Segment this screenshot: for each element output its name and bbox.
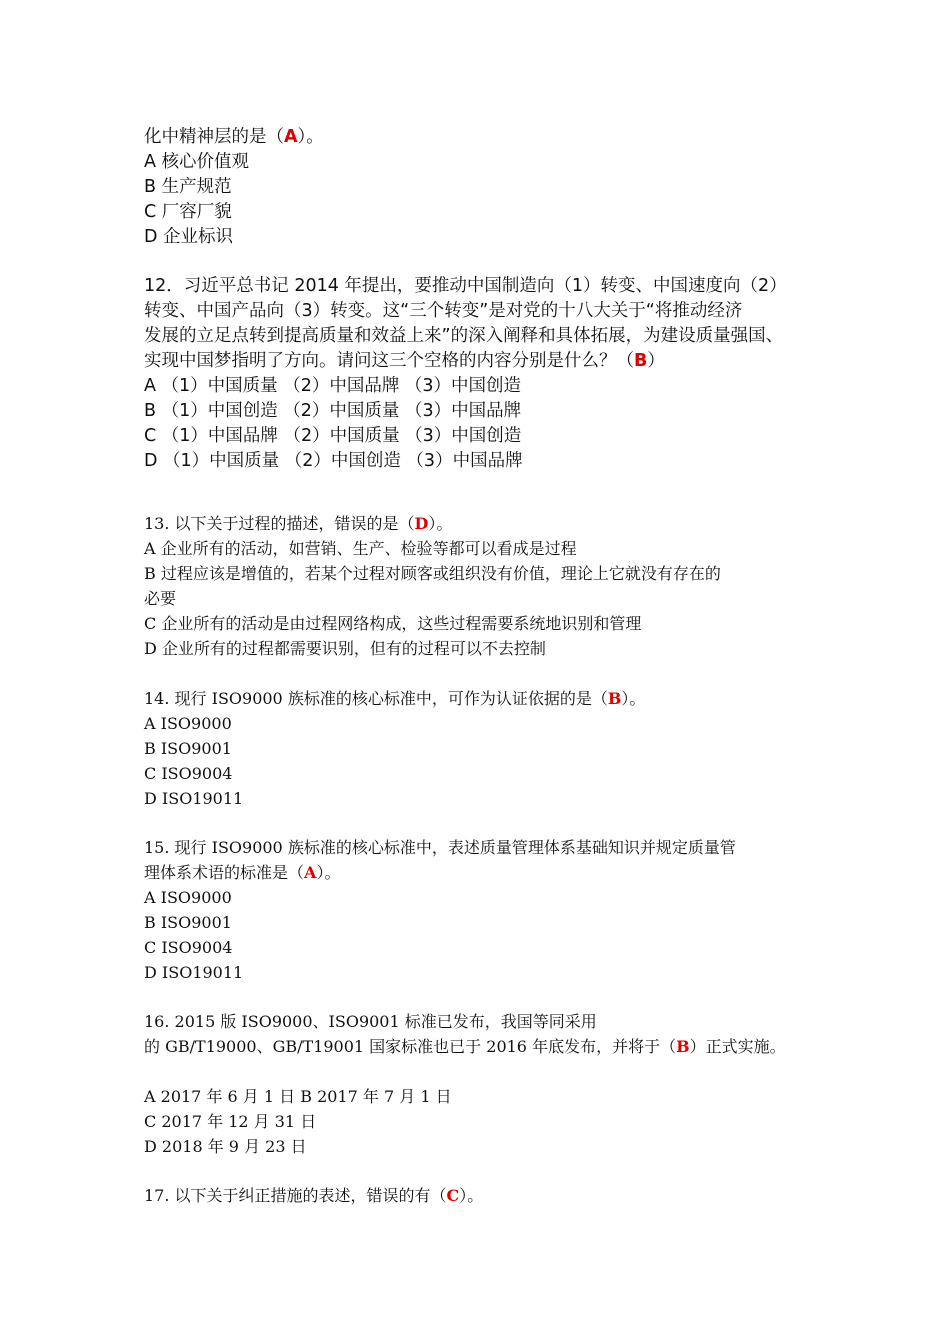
q15-stem-line-1: 15. 现行 ISO9000 族标准的核心标准中，表述质量管理体系基础知识并规定质量管 — [144, 838, 736, 857]
q16-option-d: D 2018 年 9 月 23 日 — [144, 1137, 307, 1156]
q14-stem: 14. 现行 ISO9000 族标准的核心标准中，可作为认证依据的是（B）。 — [144, 689, 646, 708]
q16-option-c: C 2017 年 12 月 31 日 — [144, 1112, 317, 1131]
q11-option-d: D 企业标识 — [144, 227, 234, 247]
q15-answer: A — [304, 863, 317, 882]
q12-stem-line-4: 实现中国梦指明了方向。请问这三个空格的内容分别是什么？（B） — [144, 351, 665, 371]
q11-option-c: C 厂容厂貌 — [144, 202, 232, 222]
q12-option-a: A （1）中国质量 （2）中国品牌 （3）中国创造 — [144, 376, 522, 396]
q12-stem-line-2: 转变、中国产品向（3）转变。这“三个转变”是对党的十八大关于“将推动经济 — [144, 301, 743, 321]
q12-option-c: C （1）中国品牌 （2）中国质量 （3）中国创造 — [144, 426, 522, 446]
q16-stem-line-2: 的 GB/T19000、GB/T19001 国家标准也已于 2016 年底发布，并将于（B）正式实施。 — [144, 1037, 786, 1056]
q13-answer: D — [414, 514, 429, 533]
q13-option-a: A 企业所有的活动，如营销、生产、检验等都可以看成是过程 — [144, 539, 577, 558]
q12-stem-line-1: 12．习近平总书记 2014 年提出，要推动中国制造向（1）转变、中国速度向（2） — [144, 276, 787, 296]
q14-answer: B — [607, 689, 622, 708]
q13-stem: 13. 以下关于过程的描述，错误的是（D）。 — [144, 514, 453, 533]
q12-stem-line-3: 发展的立足点转到提高质量和效益上来”的深入阐释和具体拓展，为建设质量强国、 — [144, 326, 784, 346]
q12-option-d: D （1）中国质量 （2）中国创造 （3）中国品牌 — [144, 451, 523, 471]
q14-option-c: C ISO9004 — [144, 764, 233, 783]
q15-option-a: A ISO9000 — [144, 888, 232, 907]
q15-option-d: D ISO19011 — [144, 963, 244, 982]
q12-option-b: B （1）中国创造 （2）中国质量 （3）中国品牌 — [144, 401, 522, 421]
q14-option-d: D ISO19011 — [144, 789, 244, 808]
q17-stem: 17. 以下关于纠正措施的表述，错误的有（C）。 — [144, 1186, 484, 1205]
q16-stem-line-1: 16. 2015 版 ISO9000、ISO9001 标准已发布，我国等同采用 — [144, 1012, 597, 1031]
q13-option-c: C 企业所有的活动是由过程网络构成，这些过程需要系统地识别和管理 — [144, 614, 642, 633]
q13-option-b: B 过程应该是增值的，若某个过程对顾客或组织没有价值，理论上它就没有存在的 — [144, 564, 721, 583]
q15-stem-line-2: 理体系术语的标准是（A）。 — [144, 863, 341, 882]
q13-option-b-cont: 必要 — [144, 589, 177, 608]
q17-answer: C — [446, 1186, 460, 1205]
q16-answer: B — [676, 1037, 690, 1056]
q11-option-a: A 核心价值观 — [144, 152, 250, 172]
q11-answer: A — [284, 127, 298, 147]
q11-option-b: B 生产规范 — [144, 177, 232, 197]
q16-option-ab: A 2017 年 6 月 1 日 B 2017 年 7 月 1 日 — [144, 1087, 452, 1106]
q14-option-b: B ISO9001 — [144, 739, 232, 758]
q15-option-b: B ISO9001 — [144, 913, 232, 932]
q15-option-c: C ISO9004 — [144, 938, 233, 957]
q13-option-d: D 企业所有的过程都需要识别，但有的过程可以不去控制 — [144, 639, 546, 658]
q12-answer: B — [634, 351, 648, 371]
q11-stem: 化中精神层的是（A）。 — [144, 127, 324, 147]
q14-option-a: A ISO9000 — [144, 714, 232, 733]
